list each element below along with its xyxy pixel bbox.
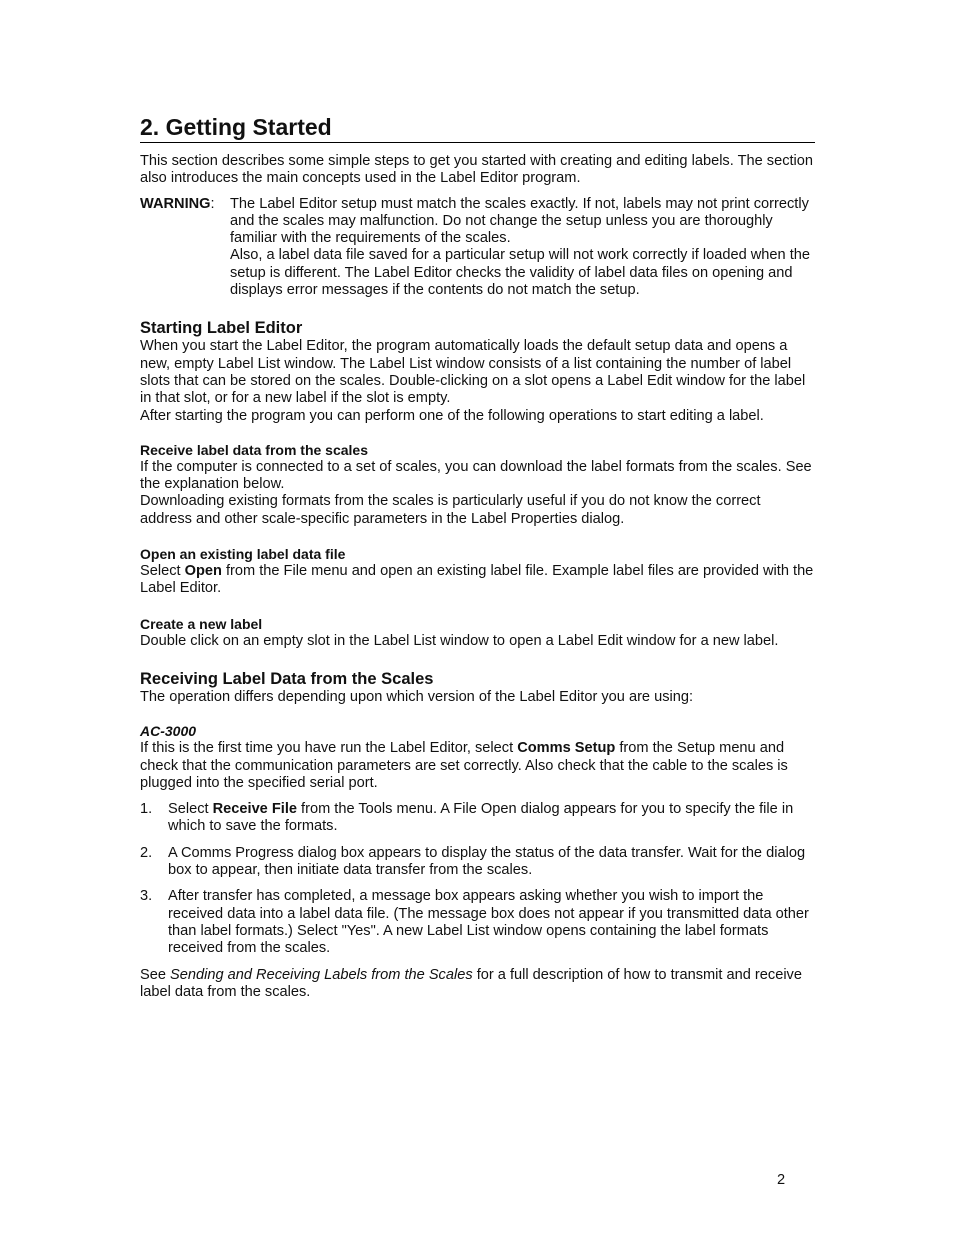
step-text <box>168 801 815 836</box>
ac3000-text-pre: If this is the first time you have run the Label Editor, select <box>140 740 518 757</box>
page-number: 2 <box>777 1172 786 1188</box>
open-menu-term: Open <box>184 563 222 580</box>
ac3000-paragraph <box>140 740 815 792</box>
ac3000-text-post: from the Setup menu and check that the communication parameters are set correctly. Also check that the cable to the scales is plugged into the specified serial port. <box>140 740 788 791</box>
comms-setup-term: Comms Setup <box>517 740 616 757</box>
see-also-paragraph <box>140 967 815 1002</box>
open-paragraph <box>140 563 815 598</box>
see-also-reference: Sending and Receiving Labels from the Scales <box>170 966 473 983</box>
warning-block <box>140 196 815 300</box>
step-text-pre: Select <box>168 801 213 818</box>
warning-colon: : <box>210 195 215 212</box>
intro-paragraph: This section describes some simple steps to get you started with creating and editing labels. The section also introduces the main concepts used in the Label Editor program. <box>140 153 814 187</box>
section-heading-starting: Starting Label Editor <box>140 319 303 338</box>
create-paragraph: Double click on an empty slot in the Label List window to open a Label Edit window for a new label. <box>140 632 779 649</box>
see-also-post: for a full description of how to transmit and receive label data from the scales. <box>140 966 802 1000</box>
subheading-receive: Receive label data from the scales <box>140 441 368 458</box>
open-text-post: from the File menu and open an existing label file. Example label files are provided with the Label Editor. <box>140 563 814 597</box>
receive-paragraph-1: If the computer is connected to a set of scales, you can download the label formats from the scales. See the explanation below. <box>140 458 812 493</box>
warning-label <box>140 196 230 300</box>
warning-label-text: WARNING <box>140 195 211 212</box>
step-number: 3. <box>140 888 153 905</box>
subheading-create: Create a new label <box>140 615 263 632</box>
open-text-pre: Select <box>140 563 185 580</box>
step-text: After transfer has completed, a message box appears asking whether you wish to import the received data into a label data file. (The message box does not appear if you transmitted data other than label formats.) Select "Yes". A new Label List window opens containing the label formats received from the scales. <box>168 888 809 957</box>
subheading-ac3000: AC-3000 <box>140 723 197 740</box>
page-body <box>140 113 815 1001</box>
step-number: 1. <box>140 801 153 818</box>
list-item <box>140 845 815 880</box>
list-item <box>140 801 815 836</box>
steps-list <box>140 801 815 957</box>
section-heading-receiving: Receiving Label Data from the Scales <box>140 669 434 688</box>
starting-paragraph-1: When you start the Label Editor, the program automatically loads the default setup data and opens a new, empty Label List window. The Label List window consists of a list containing the number of label slots that can be stored on the scales. Double-clicking on a slot opens a Label Edit window for the label in that slot, or for a new label if the slot is empty. <box>140 338 806 407</box>
warning-body <box>230 196 815 300</box>
receive-file-term: Receive File <box>212 801 297 818</box>
step-number: 2. <box>140 844 153 861</box>
step-text-post: from the Tools menu. A File Open dialog appears for you to specify the file in which to save the formats. <box>168 801 794 835</box>
step-text: A Comms Progress dialog box appears to display the status of the data transfer. Wait for the dialog box to appear, then initiate data transfer from the scales. <box>168 844 806 879</box>
starting-paragraph-2: After starting the program you can perform one of the following operations to start editing a label. <box>140 407 764 424</box>
chapter-title: 2. Getting Started <box>140 113 815 143</box>
subheading-open: Open an existing label data file <box>140 546 346 563</box>
warning-paragraph-1: The Label Editor setup must match the scales exactly. If not, labels may not print correctly and the scales may malfunction. Do not change the setup unless you are thoroughly familiar with the requirements of the scales. <box>230 195 809 247</box>
receive-paragraph-2: Downloading existing formats from the scales is particularly useful if you do not know the correct address and other scale-specific parameters in the Label Properties dialog. <box>140 493 761 527</box>
see-also-pre: See <box>140 966 171 983</box>
warning-paragraph-2: Also, a label data file saved for a particular setup will not work correctly if loaded when the setup is different. The Label Editor checks the validity of label data files on opening and displays error messages if the contents do not match the setup. <box>230 247 810 299</box>
list-item <box>140 888 815 957</box>
receiving-paragraph: The operation differs depending upon which version of the Label Editor you are using: <box>140 688 694 705</box>
